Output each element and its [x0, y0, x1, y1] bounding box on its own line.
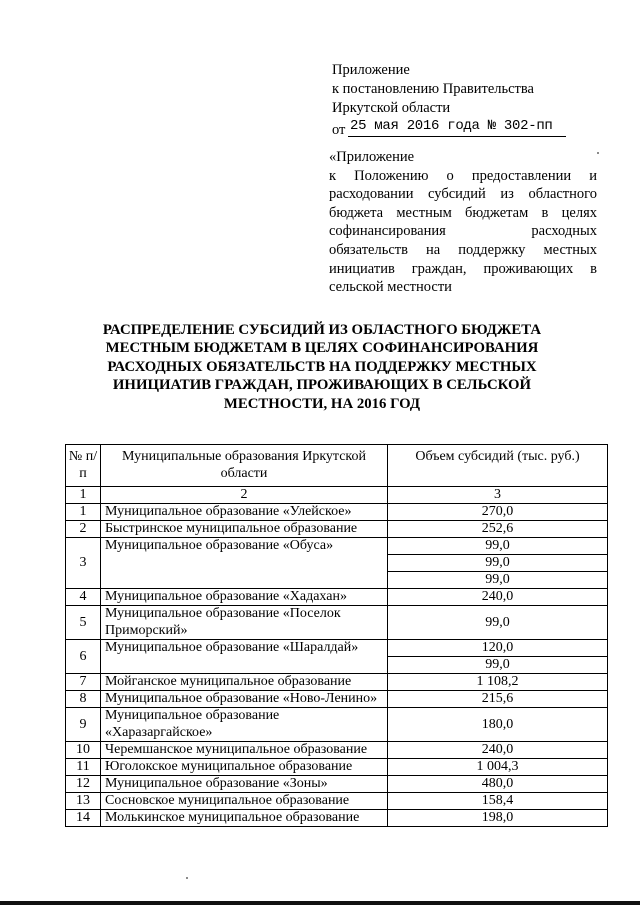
resolution-date-row [332, 118, 632, 139]
row-number: 3 [66, 538, 101, 589]
scan-speck [186, 877, 188, 879]
table-row [66, 640, 608, 657]
column-number: 2 [101, 487, 388, 504]
table-row [66, 776, 608, 793]
table-row [66, 810, 608, 827]
column-number: 3 [388, 487, 608, 504]
scan-speck [597, 152, 599, 154]
table-row [66, 606, 608, 640]
subsidy-amount: 120,0 [388, 640, 608, 657]
appendix-block [332, 61, 632, 139]
row-number: 7 [66, 674, 101, 691]
table-row [66, 742, 608, 759]
row-number: 5 [66, 606, 101, 640]
subsidy-amount: 198,0 [388, 810, 608, 827]
row-number: 13 [66, 793, 101, 810]
municipality-name: Сосновское муниципальное образование [101, 793, 388, 810]
header-amount: Объем субсидий (тыс. руб.) [388, 445, 608, 487]
subsidy-amount: 99,0 [388, 572, 608, 589]
row-number: 9 [66, 708, 101, 742]
table-header-row [66, 445, 608, 487]
table-row [66, 691, 608, 708]
regulation-appendix-block [329, 148, 597, 297]
subsidy-amount: 240,0 [388, 589, 608, 606]
row-number: 4 [66, 589, 101, 606]
subsidy-amount: 158,4 [388, 793, 608, 810]
table-row [66, 708, 608, 742]
subsidy-amount: 180,0 [388, 708, 608, 742]
municipality-name: Муниципальное образование «Зоны» [101, 776, 388, 793]
date-prefix: от [332, 122, 346, 138]
row-number: 14 [66, 810, 101, 827]
subsidy-table [65, 444, 608, 827]
subsidy-amount: 99,0 [388, 538, 608, 555]
municipality-name: Быстринское муниципальное образование [101, 521, 388, 538]
appendix-line: Иркутской области [332, 100, 451, 116]
appendix-line: к постановлению Правительства [332, 81, 534, 97]
municipality-name: Муниципальное образование «Шаралдай» [101, 640, 388, 674]
appendix-line: Приложение [332, 62, 410, 78]
municipality-name: Черемшанское муниципальное образование [101, 742, 388, 759]
table-row [66, 793, 608, 810]
row-number: 2 [66, 521, 101, 538]
regulation-appendix-heading: «Приложение [329, 149, 415, 165]
row-number: 11 [66, 759, 101, 776]
resolution-date-handwritten: 25 мая 2016 года № 302-пп [350, 118, 553, 134]
table-row [66, 589, 608, 606]
table-row [66, 538, 608, 555]
subsidy-amount: 215,6 [388, 691, 608, 708]
subsidy-amount: 270,0 [388, 504, 608, 521]
subsidy-amount: 480,0 [388, 776, 608, 793]
column-number-row [66, 487, 608, 504]
table-row [66, 674, 608, 691]
scan-edge [0, 901, 640, 905]
municipality-name: Муниципальное образование «Поселок Приморский» [101, 606, 388, 640]
row-number: 10 [66, 742, 101, 759]
row-number: 6 [66, 640, 101, 674]
municipality-name: Муниципальное образование «Ново-Ленино» [101, 691, 388, 708]
municipality-name: Муниципальное образование «Хадахан» [101, 589, 388, 606]
header-name: Муниципальные образования Иркутской области [101, 445, 388, 487]
row-number: 12 [66, 776, 101, 793]
table-row [66, 504, 608, 521]
subsidy-amount: 1 108,2 [388, 674, 608, 691]
subsidy-amount: 99,0 [388, 657, 608, 674]
subsidy-amount: 99,0 [388, 555, 608, 572]
regulation-appendix-text: к Положению о предоставлении и расходовании субсидий из областного бюджета местным бюджетам в целях софинансирования расходных обязательств на поддержку местных инициатив граждан, проживающих в сельской местности [329, 167, 597, 296]
row-number: 1 [66, 504, 101, 521]
municipality-name: Юголокское муниципальное образование [101, 759, 388, 776]
municipality-name: Мойганское муниципальное образование [101, 674, 388, 691]
column-number: 1 [66, 487, 101, 504]
row-number: 8 [66, 691, 101, 708]
header-num: № п/п [66, 445, 101, 487]
municipality-name: Муниципальное образование «Улейское» [101, 504, 388, 521]
date-underline [348, 136, 566, 137]
municipality-name: Молькинское муниципальное образование [101, 810, 388, 827]
table-row [66, 521, 608, 538]
municipality-name: Муниципальное образование «Обуса» [101, 538, 388, 589]
subsidy-amount: 99,0 [388, 606, 608, 640]
table-row [66, 759, 608, 776]
municipality-name: Муниципальное образование «Харазаргайское» [101, 708, 388, 742]
subsidy-amount: 252,6 [388, 521, 608, 538]
document-title: РАСПРЕДЕЛЕНИЕ СУБСИДИЙ ИЗ ОБЛАСТНОГО БЮДЖЕТА МЕСТНЫМ БЮДЖЕТАМ В ЦЕЛЯХ СОФИНАНСИРОВАНИЯ РАСХОДНЫХ ОБЯЗАТЕЛЬСТВ НА ПОДДЕРЖКУ МЕСТНЫХ ИНИЦИАТИВ ГРАЖДАН, ПРОЖИВАЮЩИХ В СЕЛЬСКОЙ МЕСТНОСТИ, НА 2016 ГОД [102, 322, 542, 412]
subsidy-amount: 240,0 [388, 742, 608, 759]
subsidy-amount: 1 004,3 [388, 759, 608, 776]
